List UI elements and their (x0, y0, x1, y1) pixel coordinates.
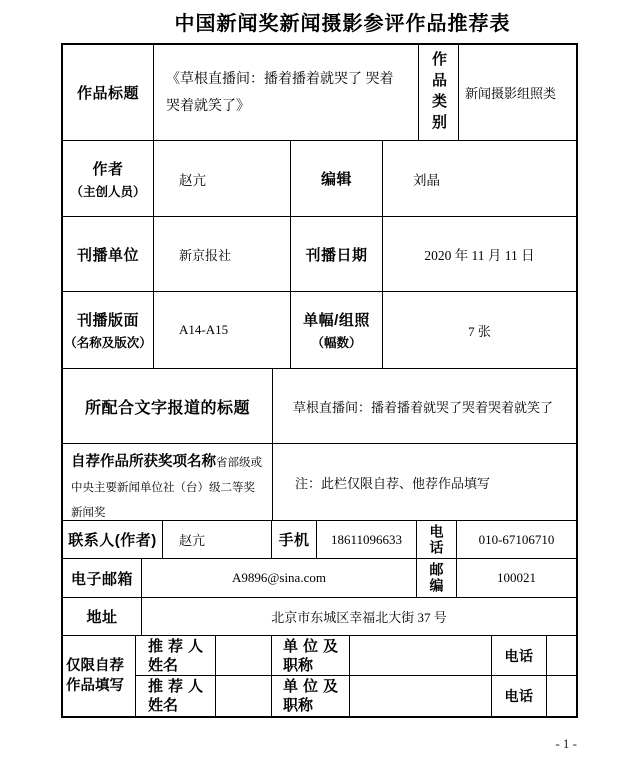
telephone-value-cell (457, 521, 576, 558)
recommender-row-1 (136, 636, 576, 676)
telephone-label-cell (417, 521, 457, 558)
recommender2-phone-label-cell (492, 676, 547, 716)
recommender2-name-value-cell (216, 676, 272, 716)
work-title-label: 作品标题 (76, 85, 139, 102)
mobile-label-cell (272, 521, 317, 558)
publish-page-sublabel: （名称及版次） (64, 336, 152, 350)
recommendation-form-table (61, 43, 578, 718)
contact-value: 赵亢 (179, 533, 206, 548)
recommender1-name-label-cell (136, 636, 216, 675)
recommender2-name-label-cell (136, 676, 216, 716)
work-category-label-cell (419, 45, 459, 140)
self-award-note-cell (273, 444, 576, 520)
publish-date-label-cell (291, 217, 383, 291)
work-category-value-cell (459, 45, 576, 140)
work-category-value: 新闻摄影组照类 (465, 86, 557, 101)
photo-count-label-cell (291, 292, 383, 368)
publish-page-label-cell (63, 292, 154, 368)
photo-count-sublabel: （幅数） (311, 336, 362, 350)
author-sublabel: （主创人员） (70, 184, 146, 199)
row-author (63, 141, 576, 217)
editor-label: 编辑 (320, 171, 352, 188)
text-report-label-cell (63, 369, 273, 443)
recommender-phone-label: 电话 (504, 647, 534, 664)
recommender1-org-label-cell (272, 636, 350, 675)
photo-count-label: 单幅/组照 (303, 312, 370, 329)
recommender1-org-value-cell (350, 636, 492, 675)
recommender2-org-value-cell (350, 676, 492, 716)
contact-value-cell (163, 521, 272, 558)
publish-date-label: 刊播日期 (305, 246, 368, 264)
postcode-value-cell (457, 559, 576, 597)
text-report-value: 草根直播间：播着播着就哭了哭着哭着就笑了 (293, 399, 554, 415)
publish-page-value: A14-A15 (179, 322, 229, 337)
author-value-cell (154, 141, 291, 216)
editor-label-cell (291, 141, 383, 216)
row-address (63, 598, 576, 636)
publish-unit-label: 刊播单位 (76, 246, 139, 264)
row-publish-page (63, 292, 576, 369)
page-title: 中国新闻奖新闻摄影参评作品推荐表 (174, 13, 511, 35)
photo-count-value-cell (383, 292, 576, 368)
publish-unit-value-cell (154, 217, 291, 291)
recommender-row-2 (136, 676, 576, 716)
address-label-cell (63, 598, 142, 635)
recommender1-phone-value-cell (547, 636, 576, 675)
author-value: 赵亢 (179, 172, 206, 188)
telephone-value: 010-67106710 (478, 531, 555, 547)
self-award-label-cell (63, 444, 273, 520)
mobile-label: 手机 (278, 532, 310, 549)
postcode-label-cell (417, 559, 457, 597)
publish-page-value-cell (154, 292, 291, 368)
postcode-value: 100021 (497, 570, 536, 585)
publish-unit-value: 新京报社 (179, 247, 232, 263)
recommender2-org-label-cell (272, 676, 350, 716)
contact-label: 联系人(作者) (68, 532, 157, 549)
row-email (63, 559, 576, 598)
author-label: 作者 (92, 160, 124, 178)
work-title-value: 《草根直播间：播着播着就哭了 哭着哭着就笑了》 (166, 71, 394, 114)
self-award-note: 注：此栏仅限自荐、他荐作品填写 (295, 475, 491, 491)
self-rec-label-cell (63, 636, 136, 716)
recommender2-phone-value-cell (547, 676, 576, 716)
row-publish-unit (63, 217, 576, 292)
self-rec-rows (136, 636, 576, 716)
telephone-label: 电话 (428, 523, 445, 556)
editor-value: 刘晶 (413, 172, 440, 188)
recommender-org-label: 单位及职称 (283, 637, 338, 674)
work-title-value-cell (154, 45, 419, 140)
address-value-cell (142, 598, 576, 635)
publish-unit-label-cell (63, 217, 154, 291)
recommender-name-label: 推荐人姓名 (148, 678, 203, 714)
row-self-award (63, 444, 576, 521)
text-report-value-cell (273, 369, 576, 443)
publish-page-label: 刊播版面 (76, 312, 139, 329)
postcode-label: 邮编 (428, 562, 445, 594)
address-label: 地址 (86, 609, 118, 626)
row-work-title (63, 45, 576, 141)
mobile-value-cell (317, 521, 417, 558)
recommender1-name-value-cell (216, 636, 272, 675)
text-report-label: 所配合文字报道的标题 (84, 399, 250, 417)
self-rec-label: 仅限自荐作品填写 (66, 658, 124, 694)
self-award-label: 自荐作品所获奖项名称 (71, 454, 216, 470)
email-label: 电子邮箱 (70, 570, 133, 588)
email-value-cell (142, 559, 417, 597)
row-contact (63, 521, 576, 559)
email-value: A9896@sina.com (232, 570, 326, 585)
email-label-cell (63, 559, 142, 597)
page-number: - 1 - (555, 736, 577, 751)
recommender1-phone-label-cell (492, 636, 547, 675)
recommender-name-label: 推荐人姓名 (148, 637, 203, 674)
row-self-rec-section (63, 636, 576, 716)
self-award-label-note: 省部级或中央主要新闻单位社（台）级二等奖新闻奖 (71, 457, 262, 519)
photo-count-value: 7 张 (468, 323, 491, 339)
author-label-cell (63, 141, 154, 216)
contact-label-cell (63, 521, 163, 558)
work-title-label-cell (63, 45, 154, 140)
publish-date-value: 2020 年 11 月 11 日 (424, 248, 535, 263)
work-category-label: 作品类别 (430, 50, 447, 135)
editor-value-cell (383, 141, 576, 216)
address-value: 北京市东城区幸福北大街 37 号 (271, 610, 447, 625)
row-text-report (63, 369, 576, 444)
mobile-value: 18611096633 (330, 531, 403, 547)
publish-date-value-cell (383, 217, 576, 291)
recommender-phone-label: 电话 (504, 688, 534, 704)
recommender-org-label: 单位及职称 (283, 678, 338, 714)
